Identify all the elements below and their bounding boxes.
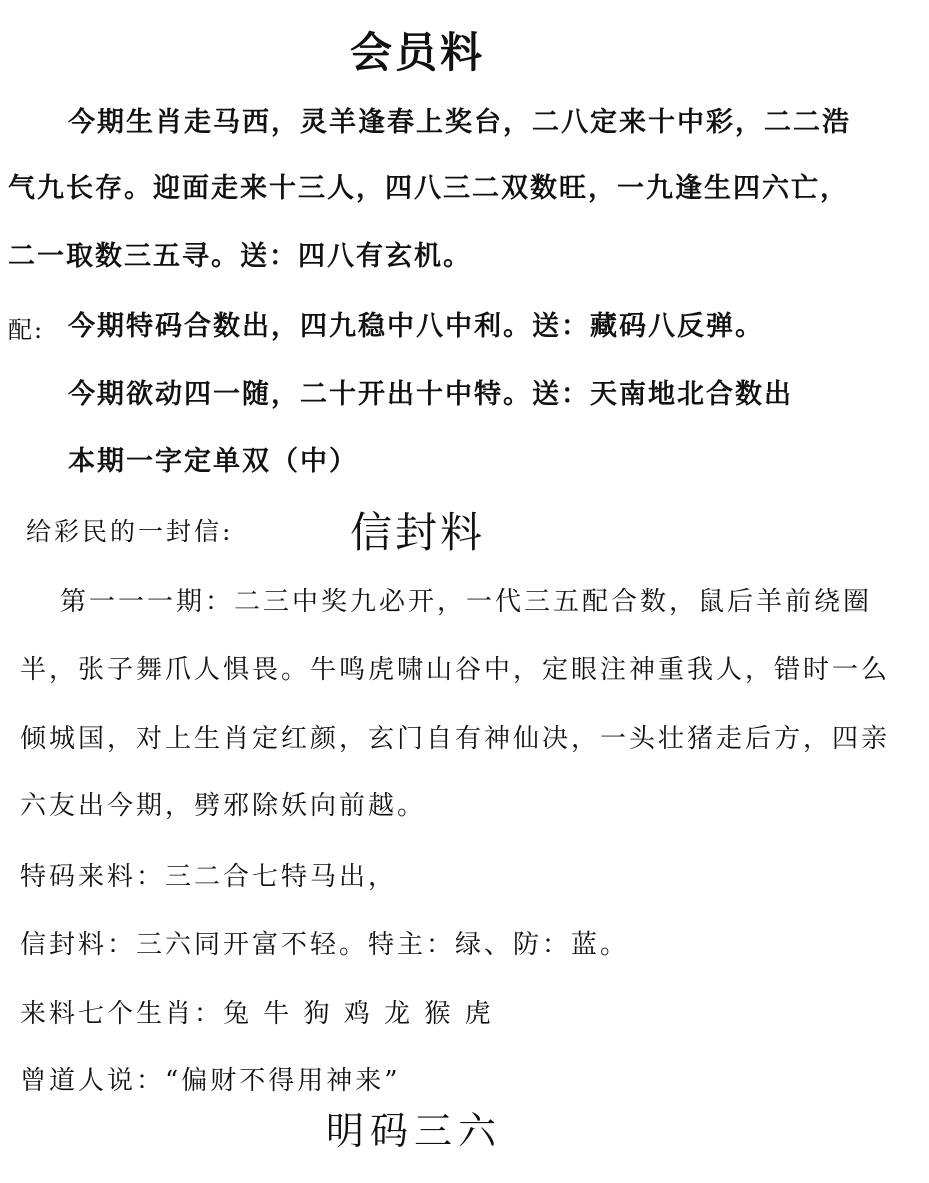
title-top: 会员料 [350,28,486,77]
letter-line-2: 半，张子舞爪人惧畏。牛鸣虎啸山谷中，定眼注神重我人，错时一么 [20,655,891,685]
letter-line-3: 倾城国，对上生肖定红颜，玄门自有神仙决，一头壮猪走后方，四亲 [20,724,891,754]
letter-line-1: 第一一一期：二三中奖九必开，一代三五配合数，鼠后羊前绕圈 [60,587,873,617]
letter-label: 给彩民的一封信: [26,517,234,546]
pei-line-1: 今期特码合数出，四九稳中八中利。送：藏码八反弹。 [68,311,764,342]
title-bottom: 明码三六 [326,1109,503,1153]
envelope-line: 信封料：三六同开富不轻。特主：绿、防：蓝。 [20,930,630,960]
title-letter: 信封料 [350,508,486,557]
poem-line-2: 气九长存。迎面走来十三人，四八三二双数旺，一九逢生四六亡， [8,173,849,204]
pei-label: 配: [8,316,45,344]
poem-line-1: 今期生肖走马西，灵羊逢春上奖台，二八定来十中彩，二二浩 [68,107,851,138]
special-code-line: 特码来料：三二合七特马出， [20,862,398,892]
pei-line-2: 今期欲动四一随，二十开出十中特。送：天南地北合数出 [68,379,793,410]
zodiac-line: 来料七个生肖：兔 牛 狗 鸡 龙 猴 虎 [20,999,494,1029]
letter-line-4: 六友出今期，劈邪除妖向前越。 [20,791,427,821]
quote-line: 曾道人说：“偏财不得用神来” [20,1066,401,1096]
pei-line-3: 本期一字定单双（中） [68,446,358,477]
poem-line-3: 二一取数三五寻。送：四八有玄机。 [8,241,472,272]
